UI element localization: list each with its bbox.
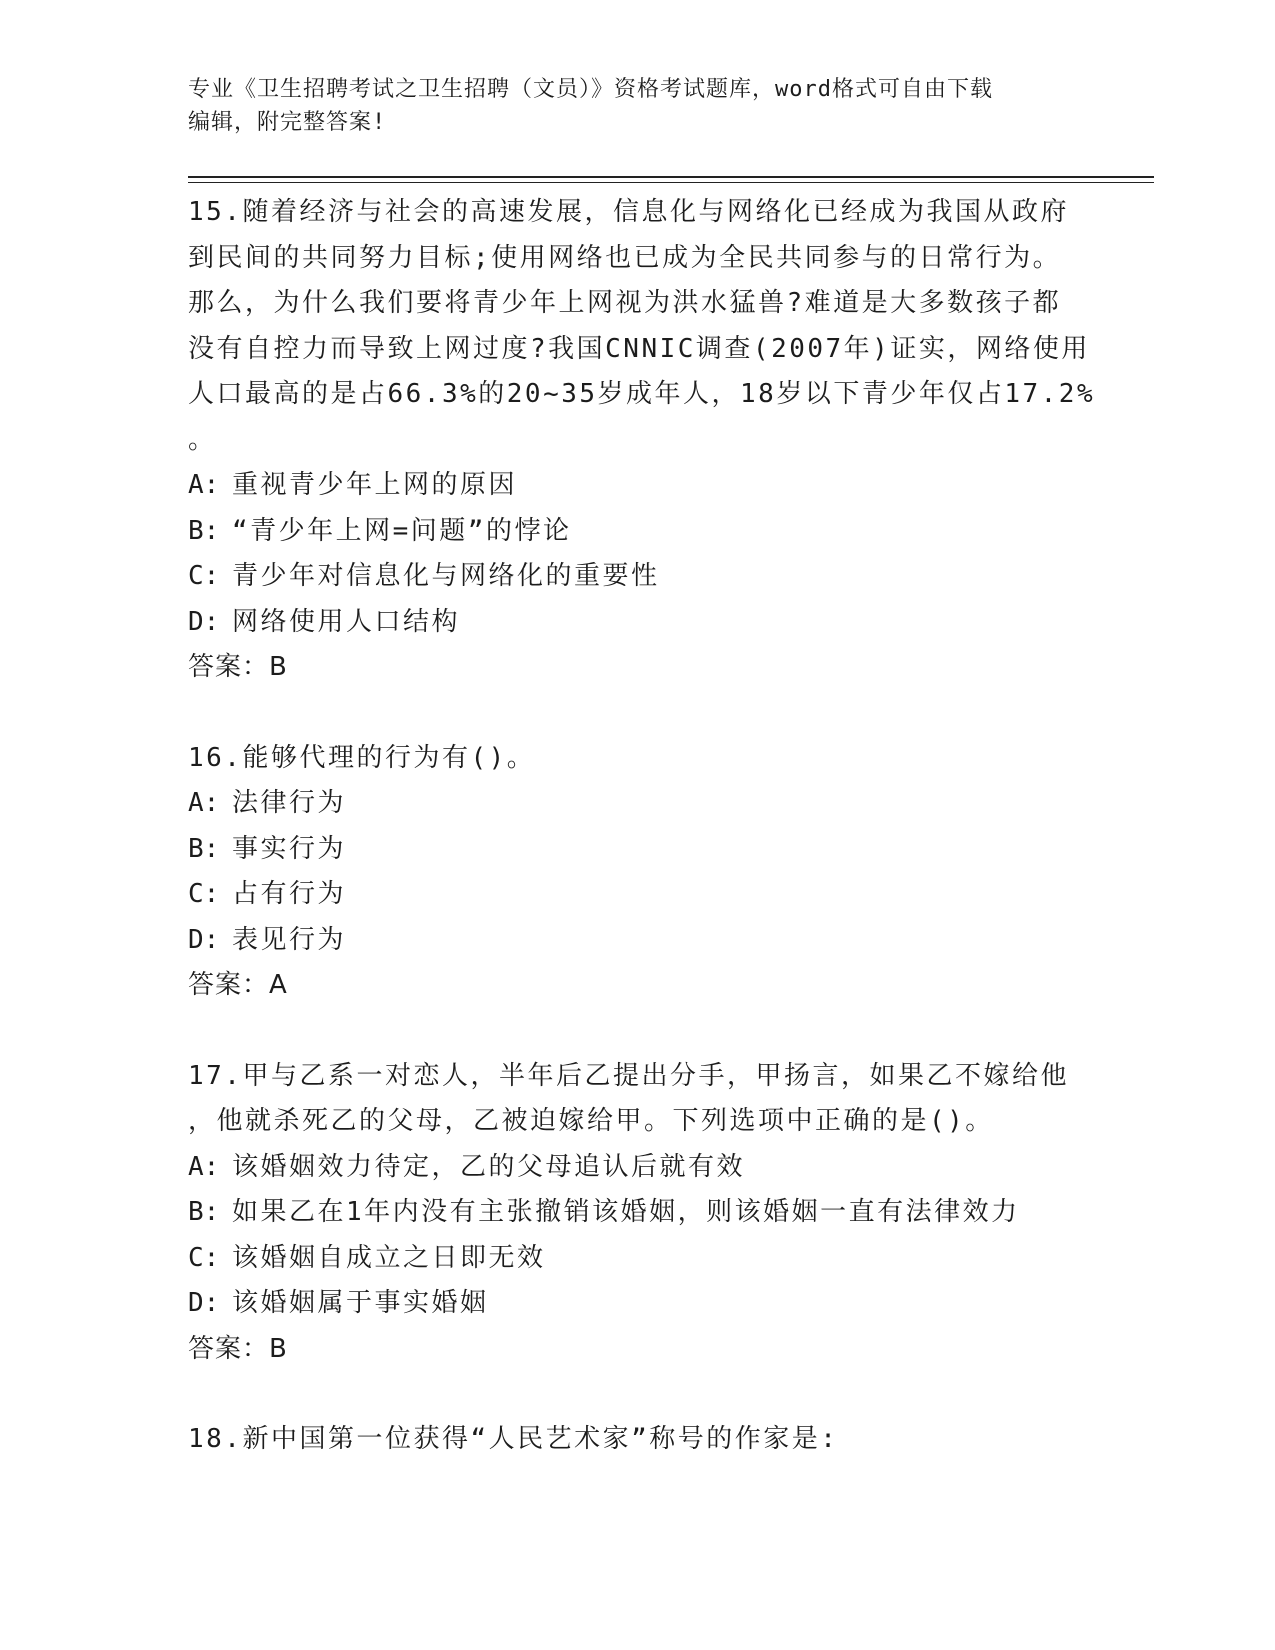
option-text: 该婚姻效力待定，乙的父母追认后就有效 (232, 1151, 746, 1182)
option-key: D: (188, 606, 220, 637)
question-15 (188, 190, 1096, 691)
option-text: “青少年上网=问题”的悖论 (232, 515, 572, 546)
option-a (188, 781, 1088, 827)
question-text-line: 那么，为什么我们要将青少年上网视为洪水猛兽?难道是大多数孩子都 (188, 288, 1062, 318)
header-divider-thin (188, 182, 1154, 183)
option-d (188, 1281, 1088, 1327)
option-key: A: (188, 1151, 220, 1182)
question-text-line: 没有自控力而导致上网过度?我国CNNIC调查(2007年)证实，网络使用 (188, 333, 1090, 364)
option-key: A: (188, 470, 220, 500)
option-b (188, 1190, 1088, 1236)
question-18 (188, 1417, 1088, 1463)
option-a (188, 463, 1088, 509)
question-text-line: ，他就杀死乙的父母，乙被迫嫁给甲。下列选项中正确的是()。 (188, 1106, 994, 1136)
question-text-line: 18.新中国第一位获得“人民艺术家”称号的作家是: (188, 1424, 839, 1454)
option-d (188, 600, 1088, 646)
question-text-line: 人口最高的是占66.3%的20~35岁成年人，18岁以下青少年仅占17.2% (188, 379, 1096, 409)
question-text-line: 17.甲与乙系一对恋人，半年后乙提出分手，甲扬言，如果乙不嫁给他 (188, 1060, 1069, 1091)
question-16 (188, 736, 1088, 1009)
answer-line: 答案：B (188, 1333, 288, 1364)
option-c (188, 554, 1088, 600)
option-key: B: (188, 833, 220, 864)
option-text: 事实行为 (232, 833, 347, 864)
option-a (188, 1145, 1088, 1191)
answer-line: 答案：B (188, 652, 288, 682)
option-key: D: (188, 924, 220, 955)
question-text-line: 到民间的共同努力目标;使用网络也已成为全民共同参与的日常行为。 (188, 242, 1062, 273)
option-d (188, 918, 1088, 964)
option-text: 该婚姻属于事实婚姻 (232, 1288, 489, 1318)
question-text-line: 16.能够代理的行为有()。 (188, 742, 536, 773)
option-key: A: (188, 788, 220, 818)
header-line-2: 编辑，附完整答案! (188, 110, 387, 135)
question-text-line: 。 (188, 424, 217, 455)
option-c (188, 872, 1088, 918)
option-key: B: (188, 515, 220, 546)
option-text: 青少年对信息化与网络化的重要性 (232, 561, 660, 591)
option-text: 网络使用人口结构 (232, 606, 461, 637)
option-key: C: (188, 879, 220, 909)
option-key: C: (188, 561, 220, 591)
document-header (188, 73, 1088, 139)
option-b (188, 509, 1088, 555)
option-b (188, 827, 1088, 873)
option-text: 表见行为 (232, 924, 347, 955)
answer-line: 答案：A (188, 970, 288, 1000)
option-text: 法律行为 (232, 788, 347, 818)
option-text: 重视青少年上网的原因 (232, 470, 518, 500)
option-text: 该婚姻自成立之日即无效 (232, 1242, 546, 1273)
option-c (188, 1236, 1088, 1282)
option-text: 占有行为 (232, 879, 347, 909)
question-text-line: 15.随着经济与社会的高速发展，信息化与网络化已经成为我国从政府 (188, 197, 1069, 227)
option-key: C: (188, 1242, 220, 1273)
header-divider-thick (188, 176, 1154, 178)
header-line-1: 专业《卫生招聘考试之卫生招聘（文员）》资格考试题库，word格式可自由下载 (188, 77, 993, 102)
option-key: B: (188, 1197, 220, 1227)
question-list (188, 190, 1096, 1463)
option-key: D: (188, 1288, 220, 1318)
option-text: 如果乙在1年内没有主张撤销该婚姻，则该婚姻一直有法律效力 (232, 1197, 1020, 1227)
question-17 (188, 1054, 1088, 1373)
